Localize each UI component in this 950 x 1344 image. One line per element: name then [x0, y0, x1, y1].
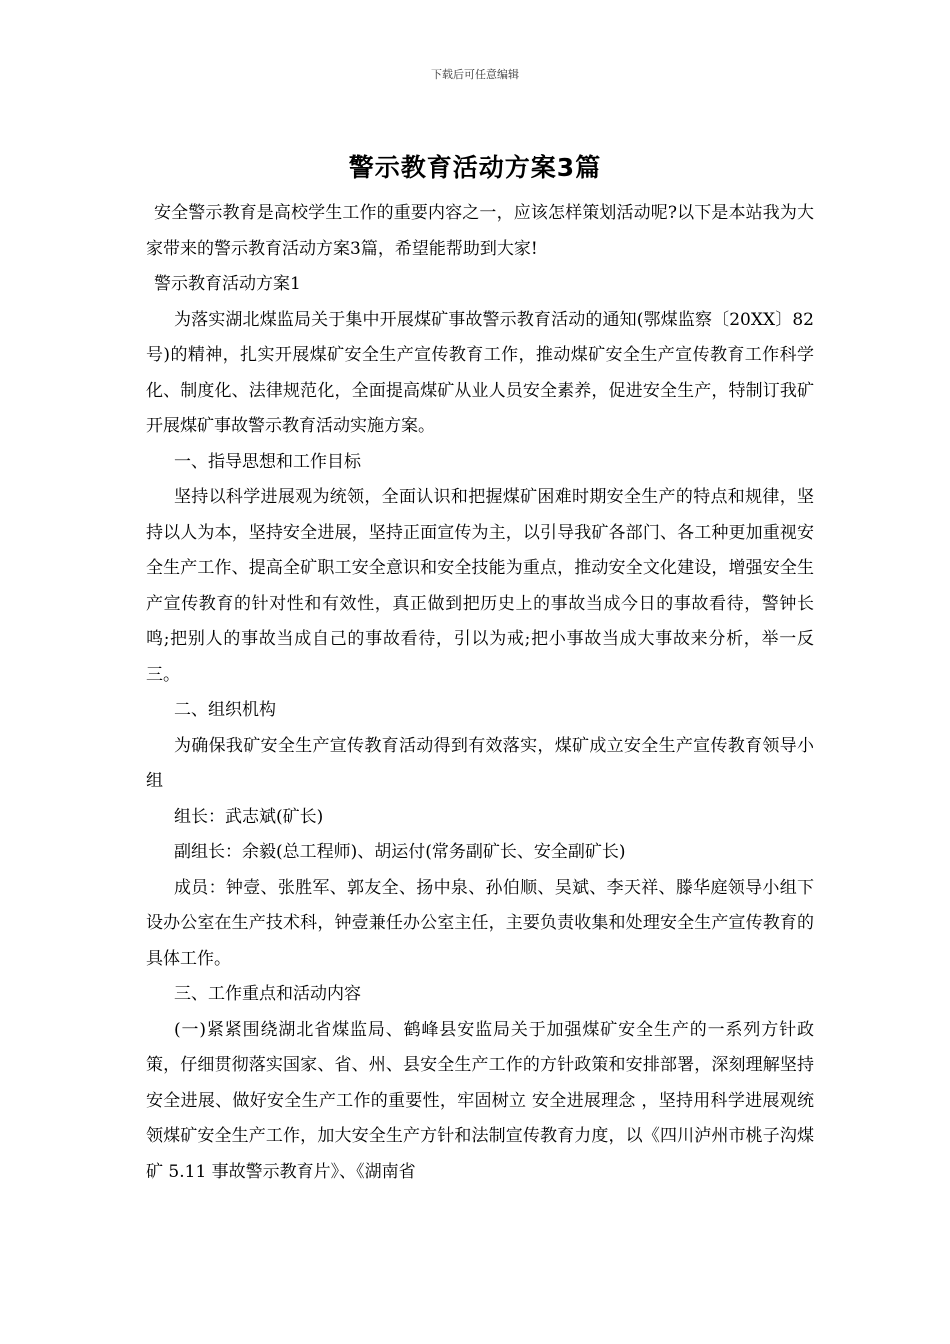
- document-body: [146, 196, 814, 1190]
- section-heading-3: 三、工作重点和活动内容: [174, 984, 361, 1004]
- paragraph-deputy-leader: 副组长：余毅(总工程师)、胡运付(常务副矿长、安全副矿长): [174, 842, 626, 862]
- section-heading-plan-1: 警示教育活动方案1: [154, 274, 301, 294]
- section-heading-2: 二、组织机构: [174, 700, 276, 720]
- section-heading-1: 一、指导思想和工作目标: [174, 451, 361, 472]
- paragraph-intro: 安全警示教育是高校学生工作的重要内容之一，应该怎样策划活动呢?以下是本站我为大家带来的警示教育活动方案3篇，希望能帮助到大家!: [146, 203, 814, 259]
- paragraph-work-focus: (一)紧紧围绕湖北省煤监局、鹤峰县安监局关于加强煤矿安全生产的一系列方针政策，仔细贯彻落实国家、省、州、县安全生产工作的方针政策和安排部署，深刻理解坚持安全进展、做好安全生产工作的重要性，牢固树立 安全进展理念 ，坚持用科学进展观统领煤矿安全生产工作，加大安全生产方针和法制宣传教育力度，以《四川泸州市桃子沟煤矿 5.11 事故警示教育片》、《湖南省: [146, 1019, 814, 1182]
- paragraph-purpose: 为落实湖北煤监局关于集中开展煤矿事故警示教育活动的通知(鄂煤监察〔20XX〕82号)的精神，扎实开展煤矿安全生产宣传教育工作，推动煤矿安全生产宣传教育工作科学化、制度化、法律规范化，全面提高煤矿从业人员安全素养，促进安全生产，特制订我矿开展煤矿事故警示教育活动实施方案。: [146, 309, 814, 436]
- paragraph-organization: 为确保我矿安全生产宣传教育活动得到有效落实，煤矿成立安全生产宣传教育领导小组: [146, 735, 814, 791]
- paragraph-leader: 组长：武志斌(矿长): [174, 806, 324, 827]
- paragraph-members: 成员：钟壹、张胜军、郭友全、扬中泉、孙伯顺、吴斌、李天祥、滕华庭领导小组下设办公室在生产技术科，钟壹兼任办公室主任，主要负责收集和处理安全生产宣传教育的具体工作。: [146, 877, 814, 969]
- paragraph-guiding-thought: 坚持以科学进展观为统领，全面认识和把握煤矿困难时期安全生产的特点和规律，坚持以人为本，坚持安全进展，坚持正面宣传为主，以引导我矿各部门、各工种更加重视安全生产工作、提高全矿职工安全意识和安全技能为重点，推动安全文化建设，增强安全生产宣传教育的针对性和有效性，真正做到把历史上的事故当成今日的事故看待，警钟长鸣;把别人的事故当成自己的事故看待，引以为戒;把小事故当成大事故来分析，举一反三。: [146, 487, 814, 685]
- document-title: 警示教育活动方案3篇: [348, 153, 602, 182]
- page-header: 下载后可任意编辑: [431, 68, 519, 81]
